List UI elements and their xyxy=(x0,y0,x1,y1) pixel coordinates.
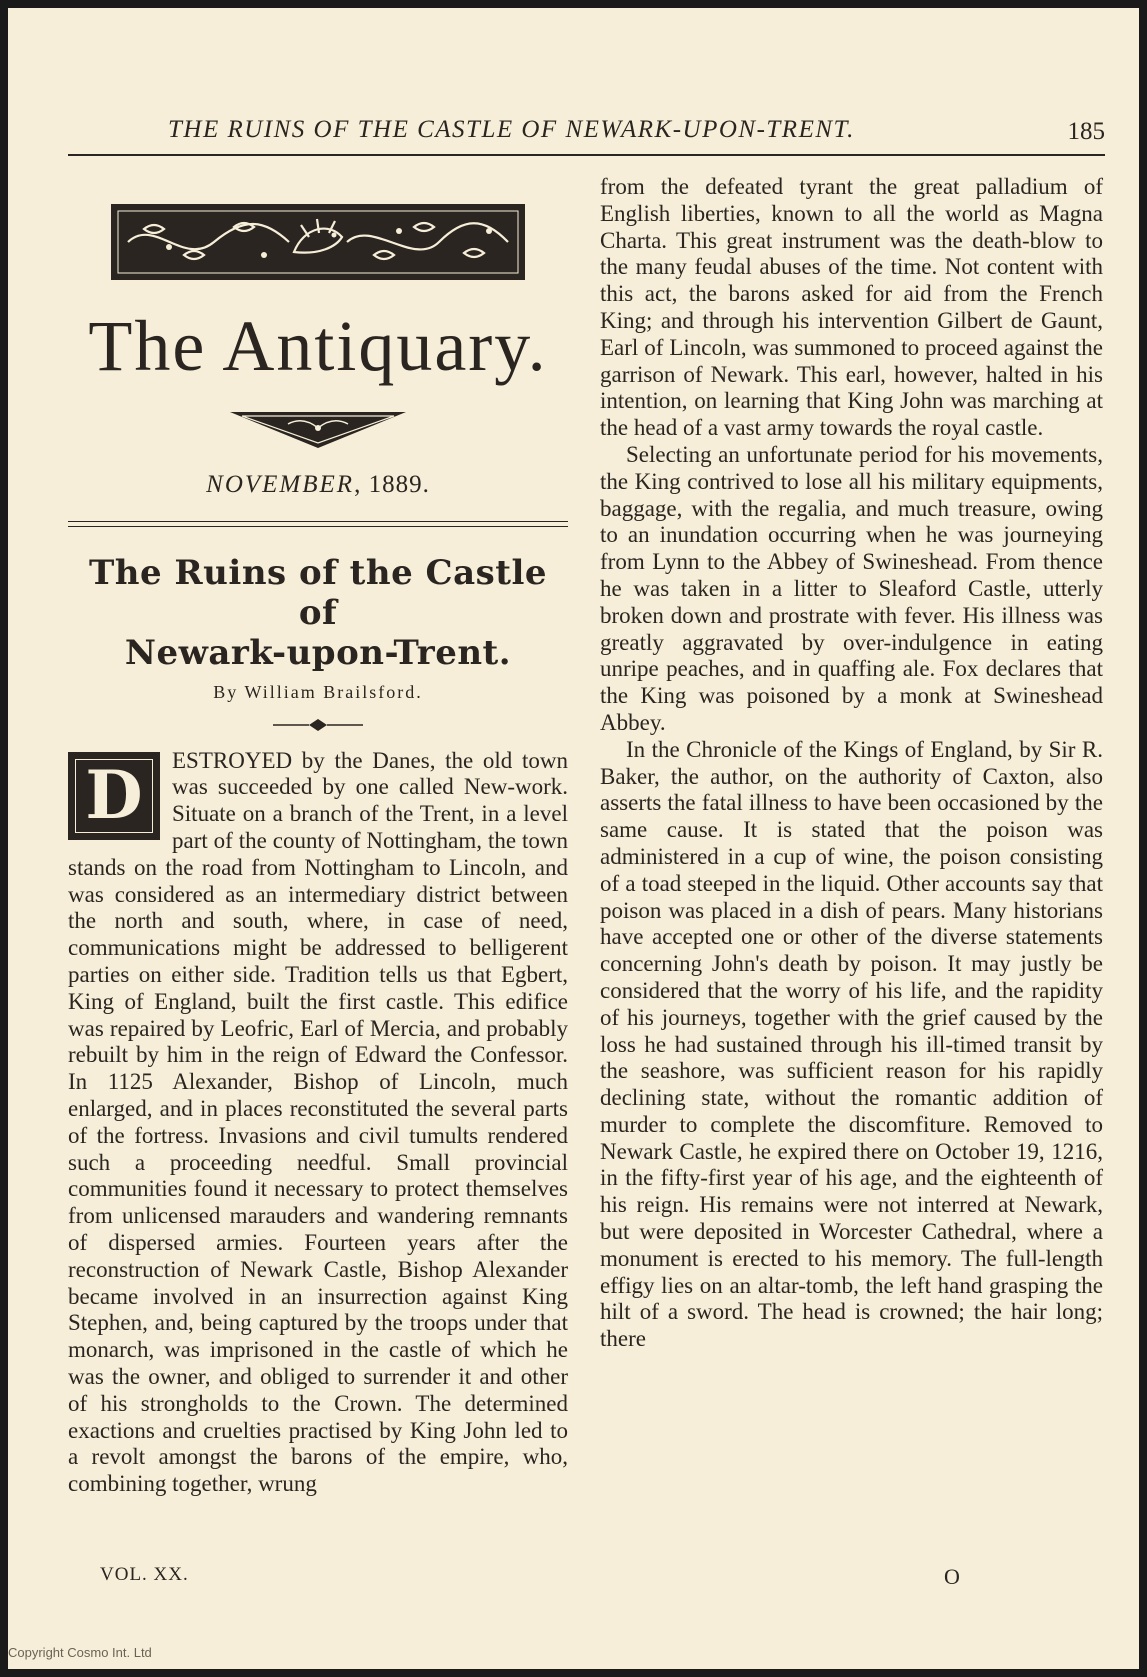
article-paragraph-4: In the Chronicle of the Kings of England, by Sir R. Baker, the author, on the authority of Caxton, also asserts the fatal illness to have been occasioned by the same cause. It is stated that the poison was administered in a cup of wine, the poison consisting of a toad steeped in the liquid. Other accounts say that poison was placed in a dish of pears. Many historians have accepted one or other of the diverse statements concerning John's death by poison. It may justly be considered that the worry of his life, and the rapidity of his journeys, together with the grief caused by the loss he had sustained through his ill-timed transit by the seashore, was sufficient reason for his rapidly declining state, without the romantic addition of murder to complete the discomfiture. Removed to Newark Castle, he expired there on October 19, 1216, in the fifty-first year of his age, and the eighteenth of his reign. His remains were not interred at Newark, but were deposited in Worcester Cathedral, where a monument is erected to his memory. The full-length effigy lies on an altar-tomb, the left hand grasping the hilt of a sword. The head is crowned; the hair long; there xyxy=(600,736,1103,1352)
paragraph-text: ESTROYED by the Danes, the old town was succeeded by one called New-work. Situate on a branch of the Trent, in a level part of the county of Nottingham, the town stands on the road from Nottingham to Lincoln, and was considered as an intermediary district between the north and south, where, in case of need, communications might be addressed to belligerent parties on either side. Tradition tells us that Egbert, King of England, built the first castle. This edifice was repaired by Leofric, Earl of Mercia, and probably rebuilt by him in the reign of Edward the Confessor. In 1125 Alexander, Bishop of Lincoln, much enlarged, and in places reconstituted the several parts of the fortress. Invasions and civil tumults rendered such a proceeding needful. Small provincial communities found it necessary to protect themselves from unlicensed marauders and wandering remnants of dispersed armies. Fourteen years after the reconstruction of Newark Castle, Bishop Alexander became involved in an insurrection against King Stephen, and, being captured by the troops under that monarch, was imprisoned in the castle of which he was the owner, and obliged to surrender it and other of his strongholds to the Crown. The determined exactions and cruelties practised by King John led to a revolt amongst the barons of the empire, who, combining together, wrung xyxy=(68,747,568,1497)
copyright-notice: Copyright Cosmo Int. Ltd xyxy=(8,1645,152,1660)
issue-year: , 1889. xyxy=(354,471,430,498)
right-column xyxy=(600,174,1103,1353)
decorative-banner xyxy=(111,204,525,280)
article-title xyxy=(68,553,568,673)
drop-cap xyxy=(68,752,160,840)
article-paragraph-2: from the defeated tyrant the great palladium of English liberties, known to all the world as Magna Charta. This great instrument was the death-blow to the many feudal abuses of the time. Not content with this act, the barons asked for aid from the French King; and through his intervention Gilbert de Gaunt, Earl of Lincoln, was summoned to proceed against the garrison of Newark. This earl, however, halted in his intention, on learning that King John was marching at the head of a vast army towards the royal castle. xyxy=(600,174,1103,441)
issue-date xyxy=(68,472,568,499)
masthead-rule xyxy=(68,521,568,527)
article-title-line-1: The Ruins of the Castle of xyxy=(88,552,548,633)
article-paragraph-3: Selecting an unfortunate period for his movements, the King contrived to lose all his military equipments, baggage, with the regalia, and much treasure, owing to an inundation occurring when he was journeying from Lynn to the Abbey of Swineshead. From thence he was taken in a litter to Sleaford Castle, utterly broken down and prostrate with fever. His illness was greatly aggravated by over-indulgence in eating unripe peaches, and in quaffing ale. Fox declares that the King was poisoned by a monk at Swineshead Abbey. xyxy=(600,441,1103,735)
byline: By William Brailsford. xyxy=(213,681,423,702)
journal-page xyxy=(8,8,1139,1669)
page-number: 185 xyxy=(1067,118,1105,145)
divider-ornament-icon xyxy=(273,716,363,734)
header-rule xyxy=(68,154,1105,156)
foliage-ornament-icon xyxy=(114,207,522,277)
masthead-title: The Antiquary. xyxy=(88,306,548,386)
running-title: THE RUINS OF THE CASTLE OF NEWARK-UPON-TRENT. xyxy=(168,116,855,143)
running-header xyxy=(8,112,1139,152)
drop-cap-frame xyxy=(75,756,153,835)
left-column xyxy=(68,174,568,1498)
issue-month: NOVEMBER xyxy=(206,471,355,498)
article-paragraph-1 xyxy=(68,748,568,1498)
diamond-ornament-icon xyxy=(228,408,408,450)
volume-label: VOL. XX. xyxy=(100,1564,189,1585)
drop-cap-letter: D xyxy=(85,756,143,835)
signature-mark: O xyxy=(944,1564,961,1589)
article-title-line-2: Newark-upon-Trent. xyxy=(124,632,512,673)
